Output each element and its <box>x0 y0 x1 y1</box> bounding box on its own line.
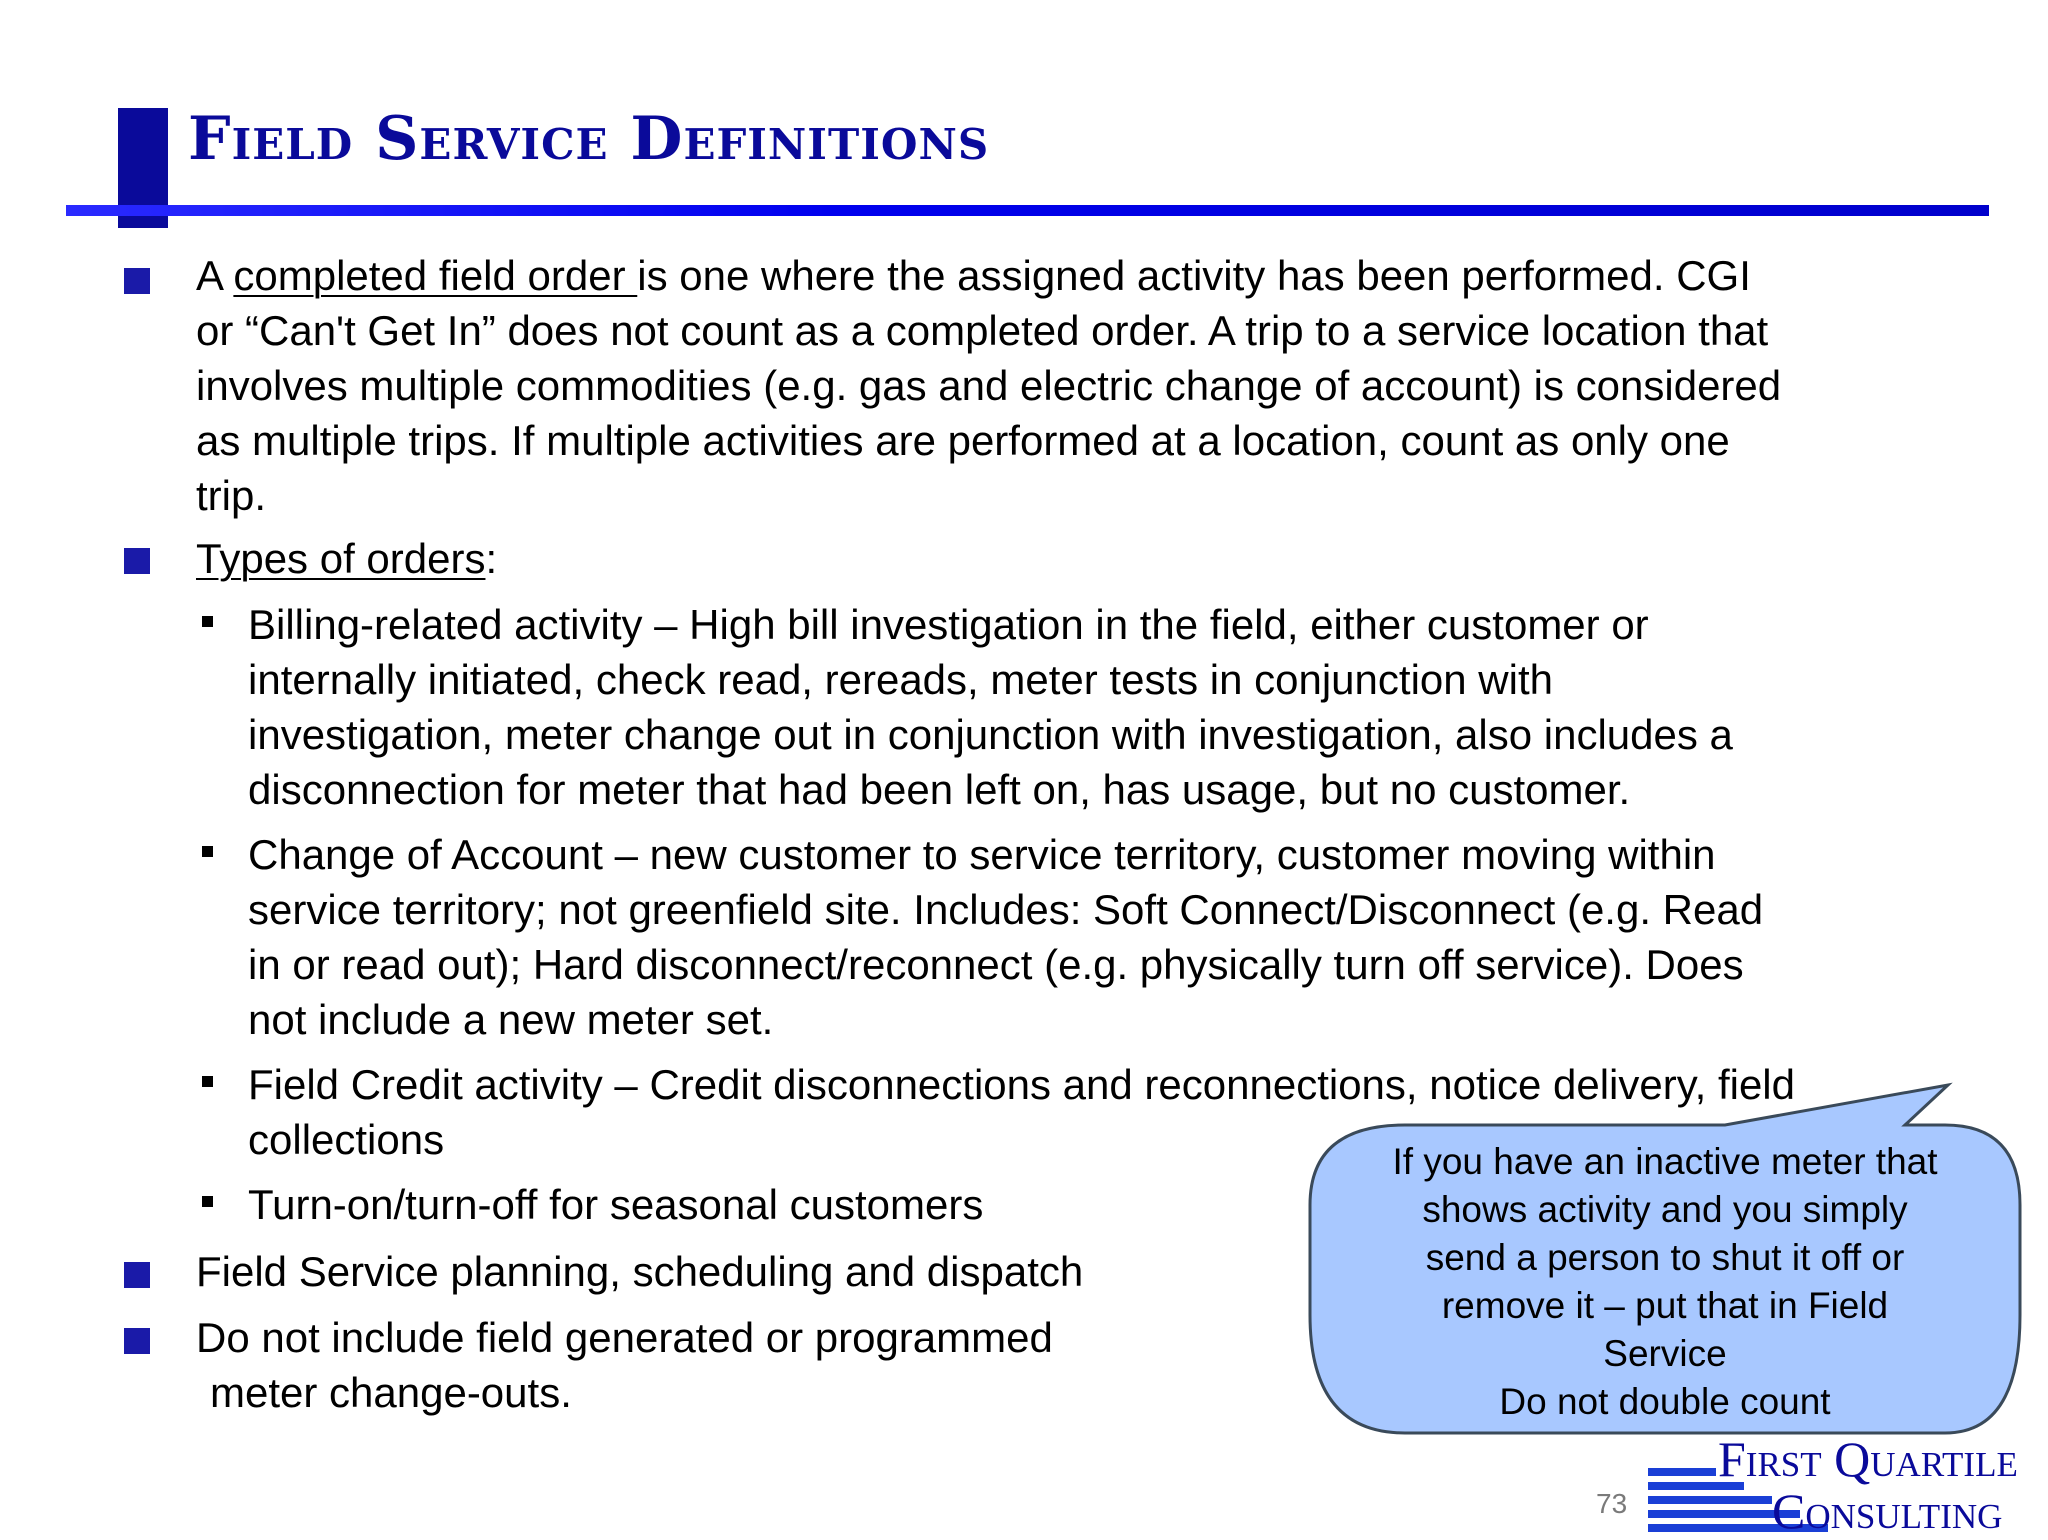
bullet-text: Field Service planning, scheduling and dispatch <box>196 1248 1084 1295</box>
callout-text <box>1335 1138 1995 1426</box>
bullet-marker <box>124 1328 150 1354</box>
sub-bullet-marker <box>202 1076 213 1087</box>
bullet-text: as multiple trips. If multiple activities are performed at a location, count as only one <box>196 417 1730 464</box>
sub-bullet-text: not include a new meter set. <box>248 996 774 1043</box>
logo-bar <box>1648 1468 1716 1476</box>
sub-bullet-text: Field Credit activity – Credit disconnections and reconnections, notice delivery, field <box>248 1061 1795 1108</box>
sub-bullet-billing-related <box>248 597 1968 817</box>
sub-bullet-seasonal <box>248 1177 983 1232</box>
bullet-text: Do not include field generated or programmed <box>196 1314 1053 1361</box>
term-completed-field-order: completed field order <box>233 252 638 299</box>
bullet-completed-field-order <box>196 248 1956 523</box>
sub-bullet-marker <box>202 616 213 627</box>
sub-bullet-marker <box>202 1196 213 1207</box>
callout-line: remove it – put that in Field <box>1441 1285 1889 1326</box>
sub-bullet-text: internally initiated, check read, rereads, meter tests in conjunction with <box>248 656 1553 703</box>
bullet-text: : <box>485 535 498 582</box>
bullet-text: trip. <box>196 472 267 519</box>
callout-line: If you have an inactive meter that <box>1392 1141 1938 1182</box>
bullet-text: A <box>196 252 234 299</box>
sub-bullet-text: service territory; not greenfield site. Includes: Soft Connect/Disconnect (e.g. Read <box>248 886 1764 933</box>
bullet-types-of-orders <box>196 531 497 586</box>
bullet-text: or “Can't Get In” does not count as a completed order. A trip to a service location that <box>196 307 1769 354</box>
callout-line: shows activity and you simply <box>1422 1189 1908 1230</box>
sub-bullet-text: Turn-on/turn-off for seasonal customers <box>248 1181 984 1228</box>
callout-line: Do not double count <box>1499 1381 1831 1422</box>
sub-bullet-text: Billing-related activity – High bill investigation in the field, either customer or <box>248 601 1649 648</box>
bullet-marker <box>124 268 150 294</box>
sub-bullet-marker <box>202 846 213 857</box>
slide-title: Field Service Definitions <box>188 104 990 174</box>
callout-line: send a person to shut it off or <box>1425 1237 1905 1278</box>
callout-line: Service <box>1603 1333 1727 1374</box>
company-logo <box>1648 1431 2048 1539</box>
sub-bullet-text: disconnection for meter that had been left on, has usage, but no customer. <box>248 766 1631 813</box>
sub-bullet-text: investigation, meter change out in conjunction with investigation, also includes a <box>248 711 1733 758</box>
title-underline-rule <box>66 205 1989 216</box>
logo-text-line1: First Quartile <box>1718 1431 2018 1487</box>
bullet-marker <box>124 548 150 574</box>
bullet-text: meter change-outs. <box>210 1369 572 1416</box>
logo-bar <box>1648 1496 1772 1504</box>
bullet-marker <box>124 1262 150 1288</box>
sub-bullet-text: in or read out); Hard disconnect/reconnect (e.g. physically turn off service). Does <box>248 941 1744 988</box>
bullet-text: involves multiple commodities (e.g. gas and electric change of account) is considered <box>196 362 1782 409</box>
term-types-of-orders: Types of orders <box>196 535 486 582</box>
page-number: 73 <box>1596 1488 1628 1519</box>
bullet-text: is one where the assigned activity has been performed. CGI <box>637 252 1751 299</box>
sub-bullet-text: collections <box>248 1116 445 1163</box>
logo-text-line2: Consulting <box>1772 1483 2003 1539</box>
bullet-planning-scheduling <box>196 1244 1083 1299</box>
sub-bullet-text: Change of Account – new customer to service territory, customer moving within <box>248 831 1716 878</box>
sub-bullet-change-of-account <box>248 827 1968 1047</box>
bullet-do-not-include <box>196 1310 1053 1420</box>
